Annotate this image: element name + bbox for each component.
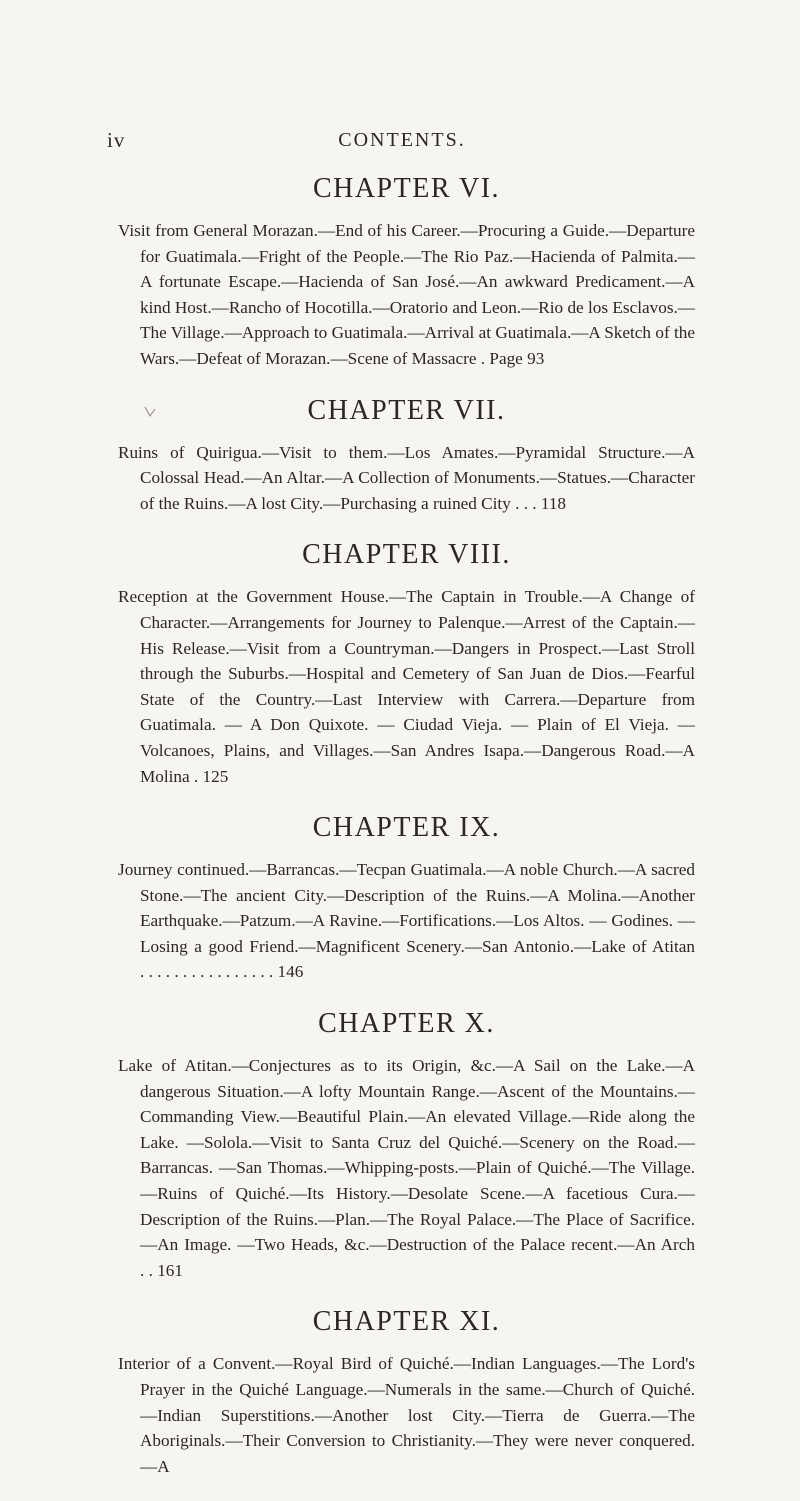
chapter-summary-text: Lake of Atitan.—Conjectures as to its Origin, &c.—A Sail on the Lake.—A dangerous Situation.—A lofty Mountain Range.—Ascent of the Mountains.—Commanding View.—Beautiful Plain.—An elevated Village.—Ride along the Lake. —Solola.—Visit to Santa Cruz del Quiché.—Scenery on the Road.—Barrancas. —San Thomas.—Whipping-posts.—Plain of Quiché.—The Village.—Ruins of Quiché.—Its History.—Desolate Scene.—A facetious Cura.—Description of the Ruins.—Plan.—The Royal Palace.—The Place of Sacrifice.—An Image. —Two Heads, &c.—Destruction of the Palace recent.—An Arch xyxy=(118,1056,695,1255)
chapter-summary xyxy=(118,857,695,985)
page-reference: . Page 93 xyxy=(480,348,545,368)
chapter-entry xyxy=(118,811,695,985)
chapter-entry xyxy=(118,1305,695,1479)
page-reference: . . . . . . . . . . . . . . . . 146 xyxy=(140,962,304,982)
chapter-entry xyxy=(118,172,695,372)
chapter-heading: CHAPTER XI. xyxy=(312,1306,501,1338)
chapter-heading: CHAPTER X. xyxy=(318,1008,495,1040)
chapter-heading: CHAPTER IX. xyxy=(312,812,501,844)
chapter-heading: CHAPTER VII. xyxy=(307,394,506,426)
chapter-summary-text: Interior of a Convent.—Royal Bird of Quiché.—Indian Languages.—The Lord's Prayer in the Quiché Language.—Numerals in the same.—Church of Quiché. —Indian Superstitions.—Another lost City.—Tierra de Guerra.—The Aboriginals.—Their Conversion to Christianity.—They were never conquered.—A xyxy=(118,1354,695,1476)
contents-list xyxy=(118,172,695,1501)
chapter-summary-text: Reception at the Government House.—The Captain in Trouble.—A Change of Character.—Arrangements for Journey to Palenque.—Arrest of the Captain.—His Release.—Visit from a Countryman.—Dangers in Prospect.—Last Stroll through the Suburbs.—Hospital and Cemetery of San Juan de Dios.—Fearful State of the Country.—Last Interview with Carrera.—Departure from Guatimala. — A Don Quixote. — Ciudad Vieja. — Plain of El Vieja. — Volcanoes, Plains, and Villages.—San Andres Isapa.—Dangerous Road.—A Molina xyxy=(118,587,695,786)
page-title: CONTENTS. xyxy=(338,129,466,151)
page-number: iv xyxy=(107,128,126,152)
chapter-entry xyxy=(118,538,695,789)
chapter-heading: CHAPTER VI. xyxy=(312,173,501,204)
page-reference: . . 161 xyxy=(140,1260,183,1280)
chapter-summary-text: Journey continued.—Barrancas.—Tecpan Guatimala.—A noble Church.—A sacred Stone.—The ancient City.—Description of the Ruins.—A Molina.—Another Earthquake.—Patzum.—A Ravine.—Fortifications.—Los Altos. — Godines. —Losing a good Friend.—Magnificent Scenery.—San Antonio.—Lake of Atitan xyxy=(118,860,695,956)
chapter-heading: CHAPTER VIII. xyxy=(302,539,511,571)
running-head xyxy=(107,128,697,158)
chapter-summary-text: Visit from General Morazan.—End of his Career.—Procuring a Guide.—Departure for Guatimala.—Fright of the People.—The Rio Paz.—Hacienda of Palmita.—A fortunate Escape.—Hacienda of San José.—An awkward Predicament.—A kind Host.—Rancho of Hocotilla.—Oratorio and Leon.—Rio de los Esclavos.—The Village.—Approach to Guatimala.—Arrival at Guatimala.—A Sketch of the Wars.—Defeat of Morazan.—Scene of Massacre xyxy=(118,221,695,368)
chapter-summary xyxy=(118,1053,695,1283)
page-reference: . . . 118 xyxy=(515,493,567,513)
chapter-summary xyxy=(118,218,695,372)
chapter-summary-text: Ruins of Quirigua.—Visit to them.—Los Amates.—Pyramidal Structure.—A Colossal Head.—An Altar.—A Collection of Monuments.—Statues.—Character of the Ruins.—A lost City.—Purchasing a ruined City xyxy=(118,442,695,513)
chapter-summary xyxy=(118,1351,695,1479)
chapter-summary xyxy=(118,584,695,789)
chapter-summary xyxy=(118,440,695,517)
page-reference: . 125 xyxy=(193,766,229,786)
chapter-entry xyxy=(118,1007,695,1283)
chapter-entry xyxy=(118,394,695,517)
